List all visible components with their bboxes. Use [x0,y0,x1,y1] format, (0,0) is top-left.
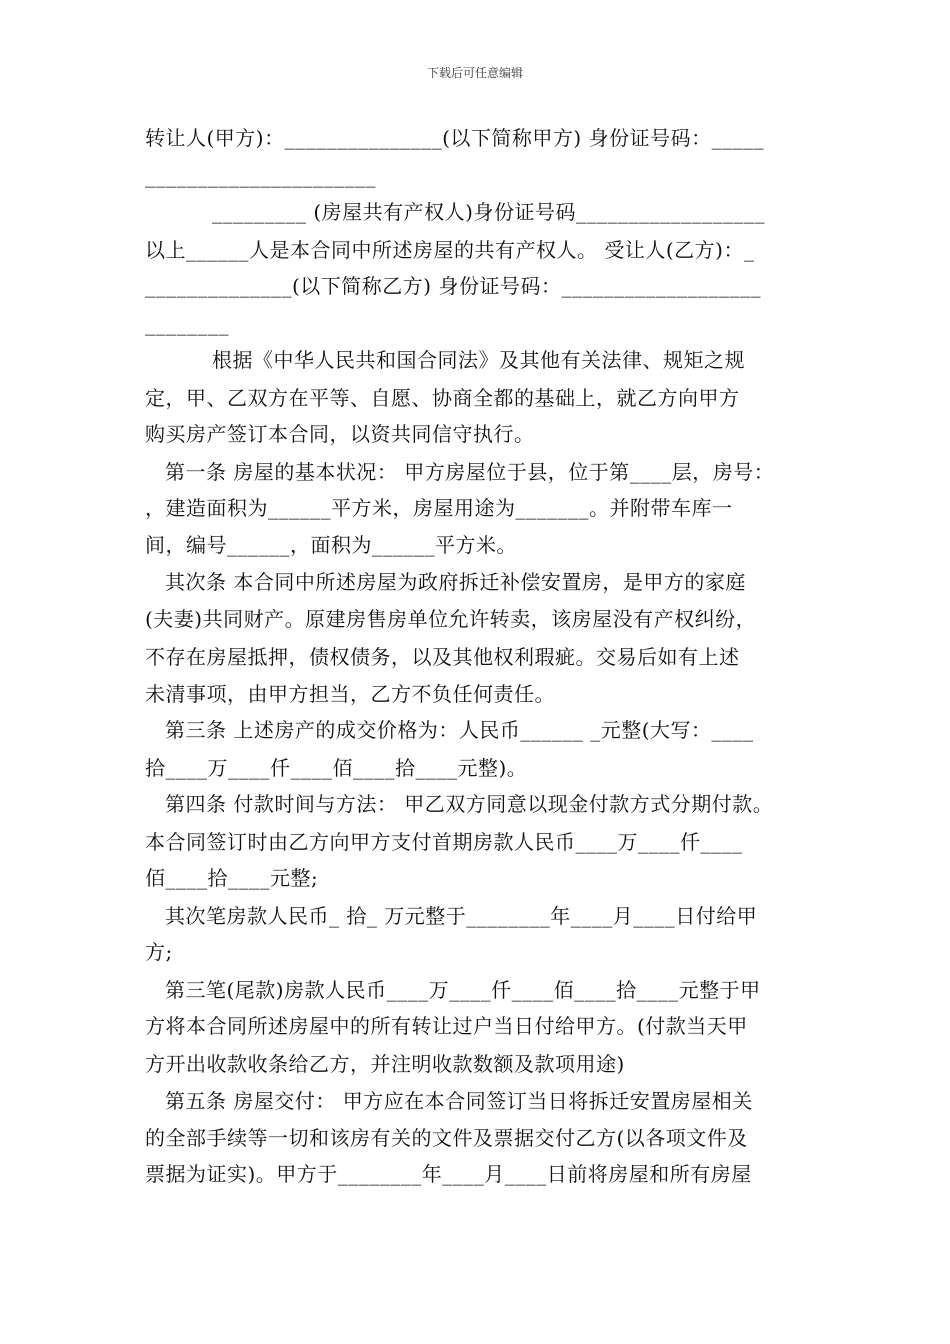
text-line: 第四条 付款时间与方法： 甲乙双方同意以现金付款方式分期付款。 [165,792,774,816]
text-line: 间，编号______，面积为______平方米。 [145,533,517,557]
text-line: _________ (房屋共有产权人)身份证号码__________________ [212,200,765,224]
text-line: 方将本合同所述房屋中的所有转让过户当日付给甲方。(付款当天甲 [145,1014,748,1038]
text-line: 佰____拾____元整; [145,866,319,890]
text-line: 方; [145,940,173,964]
text-line: 购买房产签订本合同，以资共同信守执行。 [145,422,535,446]
text-line: ，建造面积为______平方米，房屋用途为_______。并附带车库一 [145,496,733,520]
text-line: 转让人(甲方)：_______________(以下简称甲方) 身份证号码：_____ [145,126,765,150]
text-line: 方开出收款收条给乙方，并注明收款数额及款项用途) [145,1052,625,1076]
text-line: 根据《中华人民共和国合同法》及其他有关法律、规矩之规 [212,348,745,372]
text-line: ______________________ [145,164,376,188]
text-line: 票据为证实)。甲方于________年____月____日前将房屋和所有房屋 [145,1162,752,1186]
text-line: ______________(以下简称乙方) 身份证号码：___________________ [145,274,761,298]
text-line: (夫妻)共同财产。原建房售房单位允许转卖，该房屋没有产权纠纷， [145,607,757,631]
text-line: 其次笔房款人民币_ 拾_ 万元整于________年____月____日付给甲 [165,904,758,928]
text-line: 第五条 房屋交付： 甲方应在本合同签订当日将拆迁安置房屋相关 [165,1089,753,1113]
text-line: 第三条 上述房产的成交价格为：人民币______ _元整(大写：____ [165,718,754,742]
text-line: 定，甲、乙双方在平等、自愿、协商全都的基础上，就乙方向甲方 [145,386,740,410]
text-line: ________ [145,312,229,336]
page-header: 下载后可任意编辑 [426,66,523,80]
text-line: 拾____万____仟____佰____拾____元整)。 [145,756,528,780]
text-line: 未清事项，由甲方担当，乙方不负任何责任。 [145,682,555,706]
text-line: 其次条 本合同中所述房屋为政府拆迁补偿安置房，是甲方的家庭 [165,570,746,594]
text-line: 本合同签订时由乙方向甲方支付首期房款人民币____万____仟____ [145,830,743,854]
text-line: 第一条 房屋的基本状况： 甲方房屋位于县，位于第____层，房号： [165,460,775,484]
text-line: 第三笔(尾款)房款人民币____万____仟____佰____拾____元整于甲 [165,978,761,1002]
text-line: 不存在房屋抵押，债权债务，以及其他权利瑕疵。交易后如有上述 [145,645,740,669]
text-line: 以上______人是本合同中所述房屋的共有产权人。 受让人(乙方)：_ [145,238,755,262]
text-line: 的全部手续等一切和该房有关的文件及票据交付乙方(以各项文件及 [145,1126,748,1150]
